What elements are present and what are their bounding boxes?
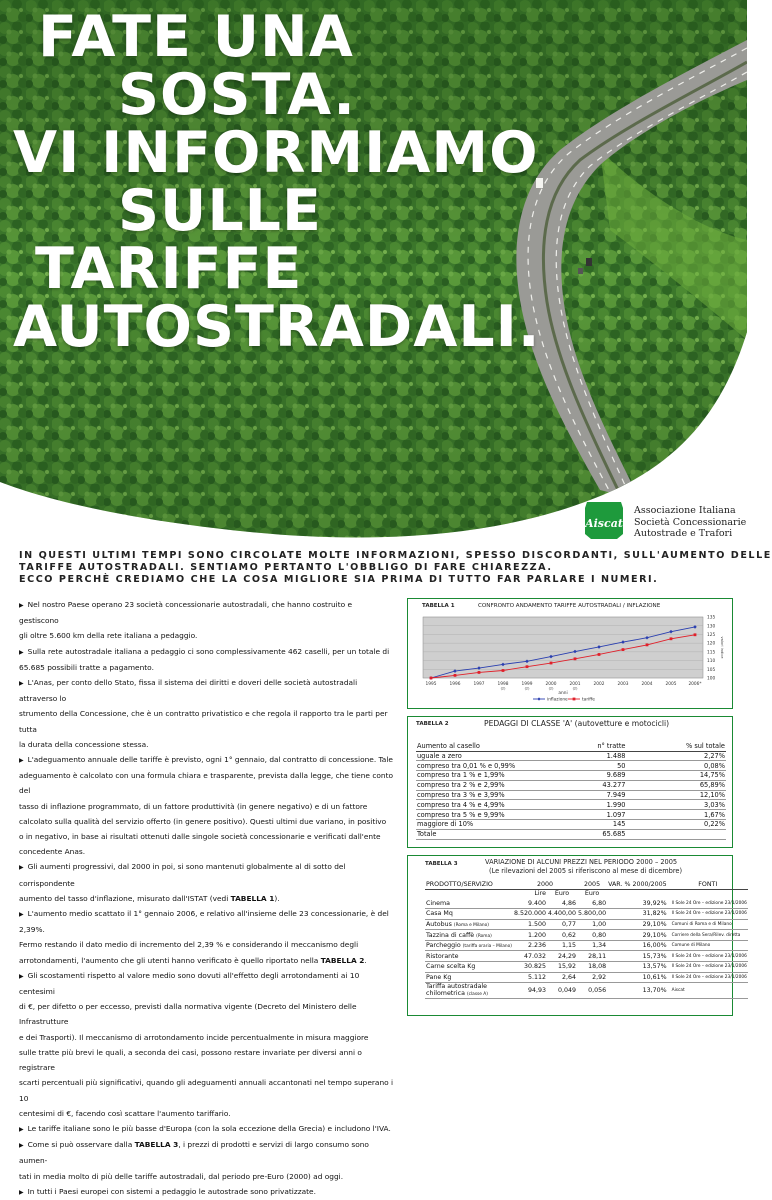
body-line (19, 999, 394, 1029)
intro-line: TARIFFE AUTOSTRADALI. SENTIAMO PERTANTO L'OBBLIGO DI FARE CHIAREZZA. (19, 562, 553, 573)
body-text-span: ). (274, 893, 280, 903)
column-header: 2000 (536, 880, 553, 888)
bullet-icon: ▶ (19, 680, 24, 688)
table-cell: 1.097 (564, 810, 666, 820)
product-name: Ristorante (426, 952, 459, 960)
table-cell: 1,00 (577, 919, 607, 930)
table-cell: uguale a zero (416, 751, 564, 761)
y-tick-label: 105 (707, 667, 716, 673)
body-line (19, 937, 394, 952)
table-cell: 12,10% (665, 790, 726, 800)
x-tick-label: 2004 (641, 682, 653, 687)
body-text-span: aumento del tasso d'inflazione, misurato dall'ISTAT (vedi (19, 893, 231, 903)
bullet-icon: ▶ (19, 972, 24, 980)
body-text-span: Come si può osservare dalla (27, 1140, 135, 1150)
body-line (19, 1030, 394, 1045)
body-text-span: adeguamento è calcolato con una formula chiara e trasparente, prevista dalla legge, che tiene conto del (19, 771, 394, 796)
table-cell: Il Sole 24 Ore – edizione 23/1/2006 (668, 972, 748, 983)
association-line: Società Concessionarie (634, 516, 747, 528)
table-row (416, 780, 726, 790)
plot-area (423, 617, 703, 678)
table-cell: 6,80 (577, 898, 607, 909)
body-text-span: Gli aumenti progressivi, dal 2000 in poi, si sono mantenuti globalmente al di sotto del corrispondente (19, 862, 346, 888)
legend-label: inflazione (547, 697, 568, 703)
data-point-tariffe (550, 662, 553, 665)
bullet-icon: ▶ (19, 864, 24, 872)
headline-line: SOSTA. (118, 62, 356, 128)
product-note: (tariffa oraria – Milano) (462, 944, 512, 950)
table-cell: 8.520.000 (513, 910, 546, 918)
table-label: TABELLA 1 (422, 603, 455, 609)
body-line (19, 1137, 394, 1168)
body-text-span: L'Anas, per conto dello Stato, fissa il sistema dei diritti e doveri delle società autostradali attraverso lo (19, 678, 358, 704)
table-cell: compreso tra 5 % e 9,99% (416, 810, 564, 820)
table-cell: 24,29 (547, 951, 577, 962)
table-cell: 10,61% (607, 972, 668, 983)
x-tick-label: 2006* (688, 682, 702, 687)
table-cell: 1,15 (547, 940, 577, 951)
table-cell: 13,57% (607, 962, 668, 973)
data-point-tariffe (694, 633, 697, 636)
table-row (425, 909, 748, 920)
body-line (19, 768, 394, 798)
table-cell: 43.277 (564, 780, 666, 790)
table-cell: Il Sole 24 Ore – edizione 23/1/2006 (668, 898, 748, 909)
column-header: 2005 (584, 880, 601, 888)
body-text-span: Fermo restando il dato medio di incremento del 2,39 % e considerando il meccanismo degli (19, 940, 359, 950)
body-text-span: la durata della concessione stessa. (19, 739, 149, 749)
data-point-tariffe (622, 648, 625, 651)
table-cell: 5.800,00 (578, 910, 607, 918)
y-tick-label: 100 (707, 676, 716, 682)
table-cell: maggiore di 10% (416, 820, 564, 830)
data-table (416, 741, 726, 840)
intro-line: IN QUESTI ULTIMI TEMPI SONO CIRCOLATE MOLTE INFORMAZIONI, SPESSO DISCORDANTI, SULL'AUMENTO DELLE (19, 550, 772, 561)
x-axis-label: anni (558, 691, 568, 696)
table-cell: 1.488 (564, 751, 666, 761)
table-cell: 145 (564, 820, 666, 830)
intro-line: ECCO PERCHÈ CREDIAMO CHE LA COSA MIGLIORE SIA PRIMA DI TUTTO FAR PARLARE I NUMERI. (19, 574, 659, 585)
body-text-span: . (364, 955, 367, 965)
body-text-span: Gli scostamenti rispetto al valore medio sono dovuti all'effetto degli arrotondamenti ai 10 centesimi (19, 970, 360, 997)
headline-line: VI INFORMIAMO (13, 120, 539, 186)
product-note: (Roma e Milano) (453, 922, 489, 928)
body-text-span: In tutti i Paesi europei con sistemi a pedaggio le autostrade sono privatizzate. (27, 1186, 316, 1196)
bullet-icon: ▶ (19, 1142, 24, 1150)
y-axis-label: valori indice (720, 636, 724, 659)
product-name: Carne scelta Kg (426, 963, 476, 971)
product-cell (425, 972, 513, 983)
table-cell: 15,92 (547, 962, 577, 973)
body-line (19, 644, 394, 660)
column-header: PRODOTTO/SERVIZIO (426, 880, 493, 888)
table-cell: 65,89% (665, 780, 726, 790)
table-cell: 13,70% (607, 983, 668, 999)
body-text-span: tasso di inflazione programmato, di un fattore produttività (in genere negativo) e di un fattore (19, 801, 368, 811)
column-subheader: Euro (554, 890, 570, 898)
table-row (416, 761, 726, 771)
body-text-span: L'aumento medio scattato il 1° gennaio 2006, e relativo all'insieme delle 23 concessionarie, è del 2,39%. (19, 909, 389, 935)
y-tick-label: 110 (707, 659, 716, 665)
table-cell: 47.032 (513, 951, 547, 962)
table-cell: Totale (416, 829, 564, 839)
column-header: FONTI (698, 880, 718, 888)
bullet-icon: ▶ (19, 911, 24, 919)
body-text-span: scarti percentuali più significativi, quando gli adeguamenti annuali accantonati nel tempo superano i 10 (19, 1078, 394, 1103)
table-cell: 9.689 (564, 771, 666, 781)
column-header: n° tratte (564, 741, 666, 751)
body-text (19, 597, 394, 1200)
body-line (19, 814, 394, 829)
table-label: TABELLA 3 (425, 861, 458, 867)
body-line (19, 906, 394, 937)
table-cell: 3,03% (665, 800, 726, 810)
body-line (19, 859, 394, 890)
bullet-icon: ▶ (19, 1125, 24, 1133)
data-point-tariffe (454, 674, 457, 677)
table-cell: 14,75% (665, 771, 726, 781)
table-cell: 0,049 (547, 983, 577, 999)
table-row (416, 790, 726, 800)
body-line (19, 660, 394, 675)
table-subtitle: (Le rilevazioni del 2005 si riferiscono al mese di dicembre) (489, 867, 683, 875)
x-tick-sublabel: (2) (572, 686, 578, 691)
table-row (416, 820, 726, 830)
table-row (416, 751, 726, 761)
table-cell: 29,10% (607, 930, 668, 941)
intro-text (19, 550, 772, 586)
body-text-span: tati in media molto di più delle tariffe autostradali, dal periodo pre-Euro (2000) ad oggi. (19, 1171, 344, 1181)
table-cell: 7.949 (564, 790, 666, 800)
table-cell: 4,86 (547, 898, 577, 909)
data-point-tariffe (598, 653, 601, 656)
table-cell: Il Sole 24 Ore – edizione 23/1/2006 (668, 962, 748, 973)
table-cell: 0,62 (547, 930, 577, 941)
bullet-icon: ▶ (19, 602, 24, 609)
y-tick-label: 125 (707, 633, 716, 639)
table-cell: 0,08% (665, 761, 726, 771)
body-text-span: Nel nostro Paese operano 23 società concessionarie autostradali, che hanno costruito e gestiscono (19, 600, 353, 626)
body-line (19, 1106, 394, 1121)
product-cell (425, 909, 513, 920)
body-text-span: Sulla rete autostradale italiana a pedaggio ci sono complessivamente 462 caselli, per un totale di (27, 646, 390, 656)
body-line (19, 844, 394, 859)
data-table (425, 880, 748, 999)
body-line (19, 799, 394, 814)
table-row (425, 940, 748, 951)
product-name: Cinema (426, 899, 451, 907)
product-cell (425, 983, 513, 999)
product-name: Pane Kg (426, 973, 452, 981)
body-line (19, 968, 394, 999)
body-line (19, 752, 394, 768)
headline-line: FATE UNA (38, 4, 354, 70)
table-cell: 28,11 (577, 951, 607, 962)
body-text-span: calcolato sulla qualità del servizio offerto (in genere positivo). Questi ultimi due variano, in positivo (19, 816, 387, 826)
table-1 (407, 598, 733, 709)
y-tick-label: 120 (707, 641, 716, 647)
body-line (19, 597, 394, 628)
table-cell: 29,10% (607, 919, 668, 930)
x-tick-label: 2005 (665, 682, 677, 687)
table-cell (665, 829, 726, 839)
table-cell: 9.400 (513, 898, 547, 909)
table-cell: 39,92% (607, 898, 668, 909)
table-cell: compreso tra 2 % e 2,99% (416, 780, 564, 790)
x-tick-sublabel: (2) (524, 686, 530, 691)
table-row (425, 898, 748, 909)
body-text-span: , i prezzi di prodotti e servizi di largo consumo sono aumen- (19, 1140, 369, 1166)
body-line (19, 675, 394, 706)
table-cell: 0,77 (547, 919, 577, 930)
table-row (416, 829, 726, 839)
data-point-tariffe (430, 677, 433, 680)
table-row (425, 962, 748, 973)
table-row (425, 972, 748, 983)
data-point-tariffe (526, 665, 529, 668)
product-cell (425, 919, 513, 930)
table-cell: 0,80 (577, 930, 607, 941)
body-text-span: strumento della Concessione, che è un contratto privatistico e che regola il rapporto tra le parti per tutta (19, 709, 388, 734)
legend-label: tariffe (582, 697, 595, 703)
table-cell: 2.236 (513, 940, 547, 951)
table-cell: 2,27% (665, 751, 726, 761)
body-text-span: 65.685 possibili tratte a pagamento. (19, 662, 154, 672)
aiscat-logo (583, 500, 625, 540)
product-note: (classe A) (466, 992, 488, 998)
table-title: VARIAZIONE DI ALCUNI PREZZI NEL PERIODO 2000 – 2005 (485, 858, 678, 866)
x-tick-label: 1998 (497, 682, 509, 687)
body-line (19, 1075, 394, 1105)
body-text-span: e dei Trasporti). Il meccanismo di arrotondamento incide percentualmente in misura maggiore (19, 1032, 369, 1042)
table-cell: Comuni di Roma e di Milano (668, 919, 748, 930)
table-label: TABELLA 2 (416, 721, 449, 727)
product-note: (Roma) (476, 933, 492, 939)
column-header: Aumento al casello (416, 741, 564, 751)
table-cell: 2,64 (547, 972, 577, 983)
body-line (19, 706, 394, 736)
legend-marker (573, 698, 576, 701)
table-2 (407, 716, 733, 848)
bullet-icon: ▶ (19, 757, 24, 765)
association-line: Autostrade e Trafori (634, 528, 733, 539)
association-line: Associazione Italiana (634, 505, 736, 516)
product-cell (425, 951, 513, 962)
table-cell: 50 (564, 761, 666, 771)
headline (0, 4, 560, 360)
table-cell: Corriere della Sera/Rilev. diretta (668, 930, 748, 941)
body-text-span: di €, per difetto o per eccesso, previsti dalla normativa vigente (Decreto del Ministero delle Infrastrutture (19, 1002, 357, 1027)
x-tick-label: 1999 (521, 682, 533, 687)
body-line (19, 1184, 394, 1200)
table-row (416, 810, 726, 820)
line-chart (408, 607, 734, 707)
table-cell: compreso tra 0,01 % e 0,99% (416, 761, 564, 771)
body-text-span: o in negativo, in base ai risultati ottenuti dalle singole società concessionarie e verificati dall'ente (19, 832, 381, 842)
headline-line: SULLE (118, 178, 322, 244)
table-cell: 4.400,00 (548, 910, 577, 918)
data-point-tariffe (670, 637, 673, 640)
table-row (425, 983, 748, 999)
bullet-icon: ▶ (19, 648, 24, 656)
table-cell: 15,73% (607, 951, 668, 962)
body-line (19, 628, 394, 643)
product-name: Parcheggio (426, 942, 461, 950)
x-tick-label: 2002 (593, 682, 605, 687)
x-tick-label: 1996 (449, 682, 461, 687)
x-tick-label: 2001 (569, 682, 581, 687)
product-name: Tariffa autostradale chilometrica (426, 983, 488, 998)
column-subheader: Euro (584, 890, 600, 898)
body-text-span: L'adeguamento annuale delle tariffe è previsto, ogni 1° gennaio, dal contratto di concessione. Tale (27, 755, 393, 765)
table-cell: 0,056 (577, 983, 607, 999)
body-line (19, 737, 394, 752)
table-cell: 1.990 (564, 800, 666, 810)
legend-marker (537, 697, 540, 700)
body-line (19, 953, 394, 968)
body-text-span: Le tariffe italiane sono le più basse d'Europa (con la sola eccezione della Grecia) e includono l'IVA. (27, 1123, 391, 1133)
y-tick-label: 115 (707, 650, 716, 656)
body-line (19, 1045, 394, 1075)
svg-text:Aiscat: Aiscat (585, 517, 623, 530)
table-cell: 94,93 (513, 983, 547, 999)
hero-image (0, 0, 747, 545)
table-cell: 16,00% (607, 940, 668, 951)
table-cell: 31,82% (607, 909, 668, 920)
table-cell: 0,22% (665, 820, 726, 830)
table-row (425, 930, 748, 941)
product-name: Autobus (426, 920, 452, 928)
data-point-tariffe (478, 671, 481, 674)
product-name: Tazzina di caffè (426, 931, 475, 939)
data-point-tariffe (574, 657, 577, 660)
table-cell: 1.500 (513, 919, 547, 930)
column-header: % sul totale (665, 741, 726, 751)
table-cell: Il Sole 24 Ore – edizione 23/1/2006 (668, 951, 748, 962)
table-cell: 2,92 (577, 972, 607, 983)
column-header: VAR. % 2000/2005 (608, 880, 667, 888)
table-cell: Aiscat (668, 983, 748, 999)
table-reference: TABELLA 2 (320, 955, 365, 965)
table-cell: Comune di Milano (668, 940, 748, 951)
headline-line: TARIFFE (35, 236, 303, 302)
table-cell: 5.112 (513, 972, 547, 983)
table-row (425, 951, 748, 962)
data-point-tariffe (646, 643, 649, 646)
body-line (19, 829, 394, 844)
body-text-span: arrotondamenti, l'aumento che gli utenti hanno verificato è quello riportato nella (19, 955, 321, 965)
table-row (416, 800, 726, 810)
body-text-span: centesimi di €, facendo così scattare l'aumento tariffario. (19, 1108, 231, 1118)
table-reference: TABELLA 1 (230, 893, 275, 903)
table-cell: 1.200 (513, 930, 547, 941)
table-title: PEDAGGI DI CLASSE 'A' (autovetture e motocicli) (484, 719, 670, 728)
product-cell (425, 898, 513, 909)
table-row (425, 919, 748, 930)
body-line (19, 1169, 394, 1184)
data-point-tariffe (502, 669, 505, 672)
x-tick-sublabel: (2) (500, 686, 506, 691)
table-reference: TABELLA 3 (134, 1140, 179, 1150)
body-line (19, 1121, 394, 1137)
x-tick-label: 2003 (617, 682, 629, 687)
body-text-span: sulle tratte più brevi le quali, a seconda dei casi, possono restare invariate per diversi anni o registrare (19, 1047, 362, 1073)
x-tick-label: 1997 (473, 682, 485, 687)
x-tick-label: 2000 (545, 682, 557, 687)
table-cell: compreso tra 3 % e 3,99% (416, 790, 564, 800)
x-tick-label: 1995 (425, 682, 437, 687)
table-cell: compreso tra 4 % e 4,99% (416, 800, 564, 810)
product-cell (425, 962, 513, 973)
column-subheader: Lire (534, 890, 546, 898)
body-text-span: gli oltre 5.600 km della rete italiana a pedaggio. (19, 631, 198, 641)
x-tick-sublabel: (2) (548, 686, 554, 691)
y-tick-label: 130 (707, 624, 716, 630)
table-cell: 65.685 (564, 829, 666, 839)
table-title: CONFRONTO ANDAMENTO TARIFFE AUTOSTRADALI / INFLAZIONE (478, 603, 661, 609)
body-text-span: concedente Anas. (19, 847, 86, 857)
table-cell: 1,34 (577, 940, 607, 951)
table-cell: 1,67% (665, 810, 726, 820)
body-line (19, 891, 394, 906)
table-cell: Il Sole 24 Ore – edizione 23/1/2006 (668, 909, 748, 920)
association-name (634, 505, 746, 540)
product-name: Casa Mq (426, 910, 453, 918)
bullet-icon: ▶ (19, 1188, 24, 1196)
y-tick-label: 135 (707, 615, 716, 621)
product-cell (425, 940, 513, 951)
table-cell: 30.825 (513, 962, 547, 973)
table-3 (407, 855, 747, 1016)
product-cell (425, 930, 513, 941)
table-cell: 18,08 (577, 962, 607, 973)
headline-line: AUTOSTRADALI. (13, 294, 541, 360)
table-row (416, 771, 726, 781)
table-cell: compreso tra 1 % e 1,99% (416, 771, 564, 781)
